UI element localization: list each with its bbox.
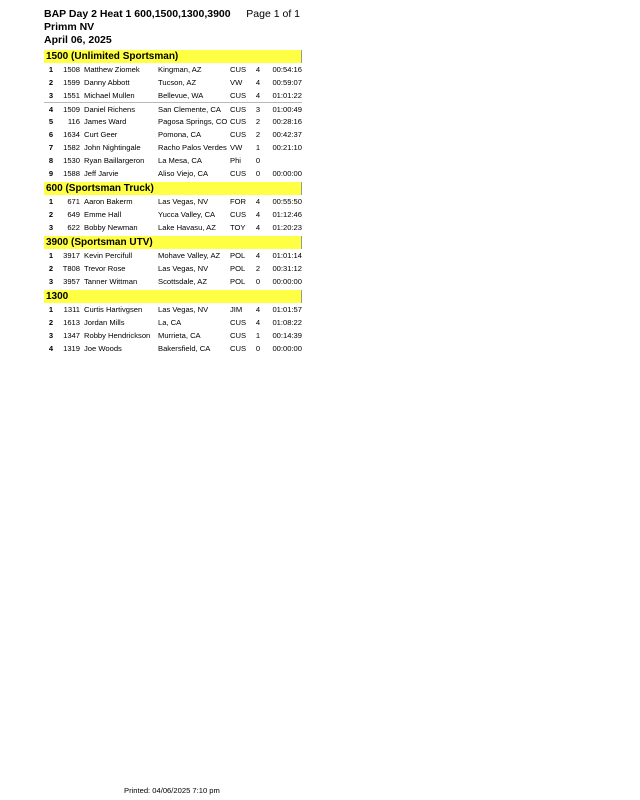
hometown: Lake Havasu, AZ (158, 223, 216, 232)
finish-position: 1 (48, 65, 54, 74)
elapsed-time: 01:12:46 (272, 210, 302, 219)
hometown: Kingman, AZ (158, 65, 202, 74)
result-row (44, 329, 302, 342)
result-row (44, 316, 302, 329)
laps-completed: 3 (255, 105, 261, 114)
vehicle-make: CUS (230, 65, 247, 74)
finish-position: 3 (48, 277, 54, 286)
laps-completed: 0 (255, 156, 261, 165)
driver-name: Robby Hendrickson (84, 331, 151, 340)
report-header (44, 8, 302, 47)
result-row (44, 262, 302, 275)
driver-name: Tanner Wittman (84, 277, 138, 286)
car-number: 1347 (63, 331, 80, 340)
laps-completed: 4 (255, 251, 261, 260)
hometown: San Clemente, CA (158, 105, 221, 114)
vehicle-make: CUS (230, 318, 247, 327)
vehicle-make: POL (230, 264, 246, 273)
result-row (44, 342, 302, 355)
result-row (44, 128, 302, 141)
driver-name: Danny Abbott (84, 78, 130, 87)
vehicle-make: CUS (230, 117, 247, 126)
elapsed-time: 00:54:16 (272, 65, 302, 74)
class-section-header: 600 (Sportsman Truck) (44, 182, 302, 195)
finish-position: 1 (48, 251, 54, 260)
finish-position: 2 (48, 318, 54, 327)
hometown: Yucca Valley, CA (158, 210, 216, 219)
car-number: 116 (67, 117, 80, 126)
report-date: April 06, 2025 (44, 34, 112, 46)
driver-name: Joe Woods (84, 344, 122, 353)
finish-position: 3 (48, 331, 54, 340)
result-row (44, 89, 302, 102)
elapsed-time: 00:00:00 (272, 169, 302, 178)
report-title: BAP Day 2 Heat 1 600,1500,1300,3900 (44, 8, 231, 20)
result-row (44, 167, 302, 180)
finish-position: 4 (48, 344, 54, 353)
report-location: Primm NV (44, 21, 95, 33)
vehicle-make: POL (230, 251, 246, 260)
laps-completed: 4 (255, 78, 261, 87)
finish-position: 2 (48, 78, 54, 87)
laps-completed: 4 (255, 65, 261, 74)
driver-name: John Nightingale (84, 143, 141, 152)
driver-name: Jordan Mills (84, 318, 125, 327)
laps-completed: 0 (255, 277, 261, 286)
result-row (44, 275, 302, 288)
hometown: Tucson, AZ (158, 78, 197, 87)
result-row (44, 76, 302, 89)
elapsed-time: 01:01:22 (272, 91, 302, 100)
car-number: 3957 (63, 277, 80, 286)
car-number: 1551 (63, 91, 80, 100)
finish-position: 9 (48, 169, 54, 178)
result-row (44, 115, 302, 128)
car-number: 1509 (63, 105, 80, 114)
driver-name: Curtis Hartivgsen (84, 305, 143, 314)
laps-completed: 1 (255, 331, 261, 340)
vehicle-make: POL (230, 277, 246, 286)
finish-position: 2 (48, 210, 54, 219)
laps-completed: 4 (255, 197, 261, 206)
car-number: 1599 (63, 78, 80, 87)
elapsed-time: 00:00:00 (272, 277, 302, 286)
car-number: 1613 (63, 318, 80, 327)
car-number: 1530 (63, 156, 80, 165)
elapsed-time: 01:08:22 (272, 318, 302, 327)
driver-name: James Ward (84, 117, 127, 126)
vehicle-make: CUS (230, 105, 247, 114)
driver-name: Jeff Jarvie (84, 169, 119, 178)
car-number: 1319 (63, 344, 80, 353)
finish-position: 8 (48, 156, 54, 165)
result-row (44, 102, 302, 115)
finish-position: 3 (48, 223, 54, 232)
vehicle-make: JIM (230, 305, 243, 314)
hometown: Murrieta, CA (158, 331, 201, 340)
hometown: La, CA (158, 318, 182, 327)
elapsed-time: 01:01:57 (272, 305, 302, 314)
elapsed-time: 00:21:10 (272, 143, 302, 152)
printed-timestamp: Printed: 04/06/2025 7:10 pm (124, 786, 220, 795)
laps-completed: 4 (255, 223, 261, 232)
hometown: Pagosa Springs, CO (158, 117, 228, 126)
hometown: Las Vegas, NV (158, 264, 209, 273)
elapsed-time: 00:59:07 (272, 78, 302, 87)
laps-completed: 4 (255, 210, 261, 219)
car-number: 1508 (63, 65, 80, 74)
class-section-header: 1500 (Unlimited Sportsman) (44, 50, 302, 63)
finish-position: 4 (48, 105, 54, 114)
driver-name: Michael Mullen (84, 91, 135, 100)
driver-name: Daniel Richens (84, 105, 136, 114)
hometown: La Mesa, CA (158, 156, 202, 165)
elapsed-time: 00:00:00 (272, 344, 302, 353)
result-row (44, 141, 302, 154)
elapsed-time: 01:01:14 (272, 251, 302, 260)
result-row (44, 249, 302, 262)
hometown: Bakersfield, CA (158, 344, 211, 353)
finish-position: 3 (48, 91, 54, 100)
class-section-header: 3900 (Sportsman UTV) (44, 236, 302, 249)
hometown: Las Vegas, NV (158, 197, 209, 206)
laps-completed: 2 (255, 130, 261, 139)
car-number: 671 (67, 197, 80, 206)
car-number: 622 (67, 223, 80, 232)
elapsed-time: 01:20:23 (272, 223, 302, 232)
laps-completed: 4 (255, 91, 261, 100)
elapsed-time: 01:00:49 (272, 105, 302, 114)
vehicle-make: CUS (230, 331, 247, 340)
vehicle-make: TOY (230, 223, 246, 232)
vehicle-make: VW (230, 143, 243, 152)
hometown: Scottsdale, AZ (158, 277, 207, 286)
finish-position: 7 (48, 143, 54, 152)
finish-position: 6 (48, 130, 54, 139)
laps-completed: 0 (255, 344, 261, 353)
laps-completed: 2 (255, 117, 261, 126)
car-number: 1634 (63, 130, 80, 139)
hometown: Las Vegas, NV (158, 305, 209, 314)
driver-name: Trevor Rose (84, 264, 126, 273)
result-row (44, 195, 302, 208)
elapsed-time: 00:55:50 (272, 197, 302, 206)
car-number: 1582 (63, 143, 80, 152)
result-row (44, 303, 302, 316)
laps-completed: 1 (255, 143, 261, 152)
finish-position: 1 (48, 305, 54, 314)
elapsed-time: 00:42:37 (272, 130, 302, 139)
class-section-header: 1300 (44, 290, 302, 303)
laps-completed: 2 (255, 264, 261, 273)
result-row (44, 63, 302, 76)
result-row (44, 221, 302, 234)
vehicle-make: CUS (230, 344, 247, 353)
results-list (44, 48, 302, 355)
finish-position: 5 (48, 117, 54, 126)
driver-name: Bobby Newman (84, 223, 138, 232)
vehicle-make: Phi (230, 156, 241, 165)
car-number: 649 (67, 210, 80, 219)
hometown: Aliso Viejo, CA (158, 169, 209, 178)
page-indicator: Page 1 of 1 (246, 8, 300, 20)
vehicle-make: FOR (230, 197, 247, 206)
laps-completed: 4 (255, 318, 261, 327)
hometown: Pomona, CA (158, 130, 202, 139)
elapsed-time: 00:28:16 (272, 117, 302, 126)
laps-completed: 4 (255, 305, 261, 314)
driver-name: Kevin Percifull (84, 251, 133, 260)
car-number: T808 (62, 264, 80, 273)
car-number: 1311 (63, 305, 80, 314)
vehicle-make: CUS (230, 130, 247, 139)
vehicle-make: CUS (230, 210, 247, 219)
driver-name: Ryan Baillargeron (84, 156, 145, 165)
laps-completed: 0 (255, 169, 261, 178)
driver-name: Curt Geer (84, 130, 118, 139)
result-row (44, 208, 302, 221)
driver-name: Emme Hall (84, 210, 122, 219)
car-number: 3917 (63, 251, 80, 260)
vehicle-make: CUS (230, 91, 247, 100)
finish-position: 2 (48, 264, 54, 273)
car-number: 1588 (63, 169, 80, 178)
elapsed-time: 00:31:12 (272, 264, 302, 273)
result-row (44, 154, 302, 167)
vehicle-make: VW (230, 78, 243, 87)
elapsed-time: 00:14:39 (272, 331, 302, 340)
hometown: Mohave Valley, AZ (158, 251, 221, 260)
hometown: Racho Palos Verdes (158, 143, 227, 152)
driver-name: Matthew Ziomek (84, 65, 140, 74)
driver-name: Aaron Bakerm (84, 197, 133, 206)
vehicle-make: CUS (230, 169, 247, 178)
finish-position: 1 (48, 197, 54, 206)
hometown: Bellevue, WA (158, 91, 204, 100)
